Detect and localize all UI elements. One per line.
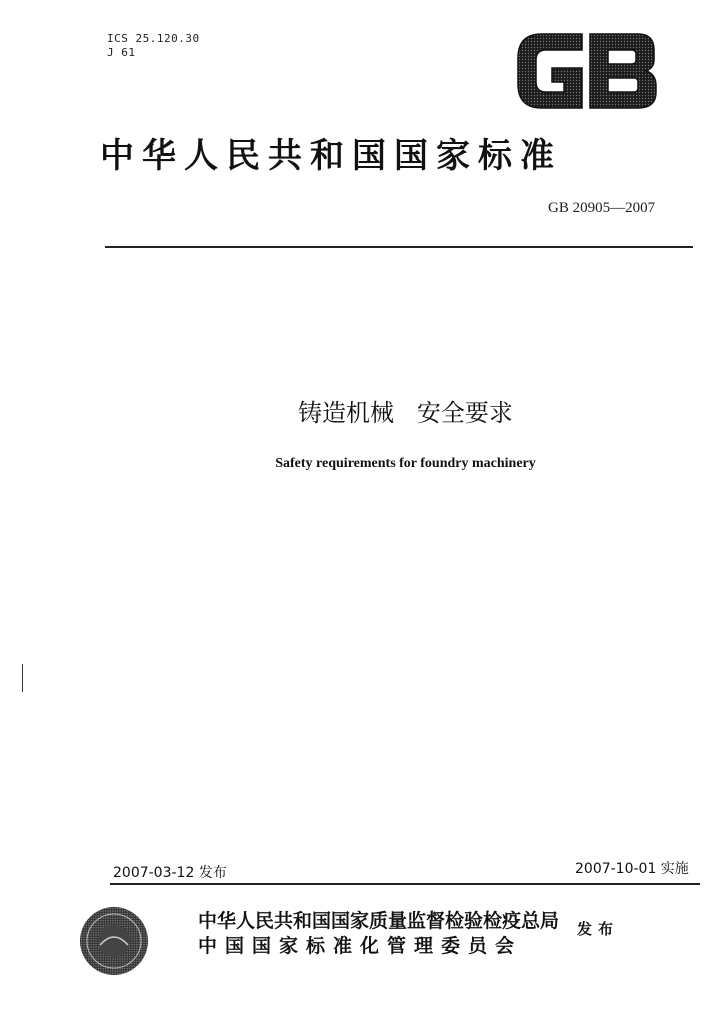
document-title-cn: 铸造机械 安全要求 xyxy=(298,399,513,427)
standard-number: GB 20905—2007 xyxy=(548,200,656,216)
document-title-en: Safety requirements for foundry machinery xyxy=(275,456,536,471)
footer-divider xyxy=(110,883,700,885)
ics-code: ICS 25.120.30 xyxy=(107,32,200,45)
implementation-date: 2007-10-01 实施 xyxy=(575,861,689,877)
issuer-sac: 中国国家标准化管理委员会 xyxy=(198,935,523,957)
official-seal-icon xyxy=(78,905,150,977)
standard-title: 中华人民共和国国家标准 xyxy=(100,136,562,176)
publication-date: 2007-03-12 发布 xyxy=(113,865,227,881)
header-divider xyxy=(105,246,693,248)
scan-mark xyxy=(22,664,23,692)
issuer-aqsiq: 中华人民共和国国家质量监督检验检疫总局 xyxy=(198,910,560,932)
gb-logo-icon xyxy=(512,28,660,114)
ccs-code: J 61 xyxy=(107,46,136,59)
issue-label: 发布 xyxy=(577,920,620,938)
